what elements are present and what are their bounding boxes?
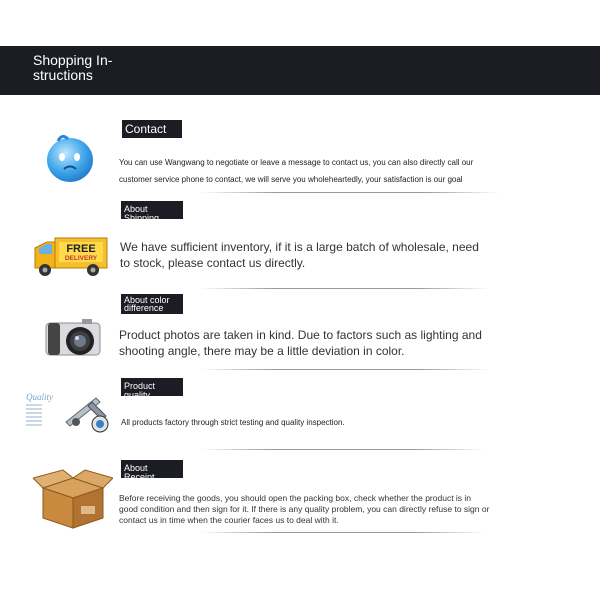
- section-text-product-quality: All products factory through strict testing and quality inspection.: [121, 418, 345, 427]
- chat-bubble-icon: [44, 131, 96, 185]
- quality-logo-icon: [26, 392, 58, 430]
- section-label-about-receipt: About Receipt: [121, 460, 183, 478]
- page-title: Shopping In-structions: [33, 52, 113, 83]
- section-text-contact-us: You can use Wangwang to negotiate or leave a message to contact us, you can also directly call our customer service phone to contact, we will serve you wholeheartedly, your satisfaction is our goal: [119, 158, 474, 184]
- section-label-contact-us: Contact Us: [122, 120, 182, 138]
- cardboard-box-icon: [33, 466, 113, 530]
- delivery-truck-icon: [33, 234, 109, 278]
- section-label-about-shipping: About Shipping: [121, 201, 183, 219]
- camera-icon: [42, 317, 104, 361]
- section-text-color-difference: Product photos are taken in kind. Due to factors such as lighting and shooting angle, there may be a little deviation in color.: [119, 328, 482, 358]
- section-divider: [200, 288, 490, 289]
- section-text-about-receipt: Before receiving the goods, you should open the packing box, check whether the product is in good condition and then sign for it. If there is any quality problem, you can directly refuse to sign or contact us in time when the courier faces us to deal with it.: [119, 493, 490, 525]
- caliper-icon: [62, 392, 112, 434]
- section-divider: [200, 449, 485, 450]
- section-divider: [200, 532, 485, 533]
- section-divider: [200, 192, 500, 193]
- quality-logo-text: Quality: [26, 392, 53, 402]
- section-divider: [200, 369, 490, 370]
- badge-delivery: DELIVERY: [64, 255, 98, 262]
- section-label-product-quality: Product quality: [121, 378, 183, 396]
- section-label-color-difference: About color difference: [121, 294, 183, 314]
- badge-free: FREE: [66, 243, 96, 255]
- section-text-about-shipping: We have sufficient inventory, if it is a large batch of wholesale, need to stock, please contact us directly.: [120, 240, 479, 270]
